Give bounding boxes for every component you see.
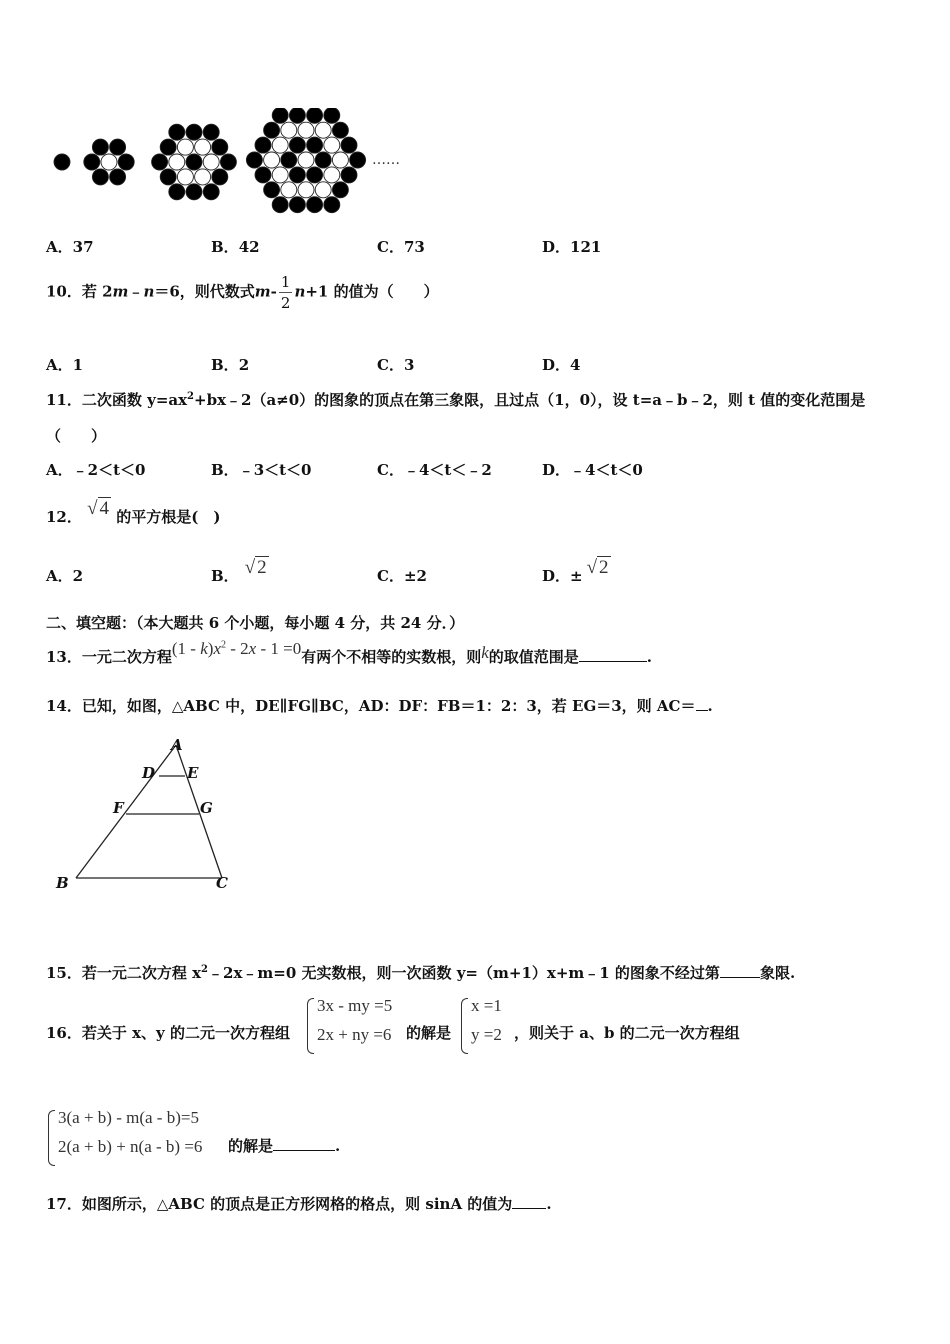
question-16-mid: 的解是	[406, 1024, 452, 1042]
black-dot	[186, 184, 202, 200]
q9-option-c: C．73	[377, 238, 425, 256]
label-a: A	[171, 736, 183, 754]
label-c: C	[216, 874, 228, 892]
black-dot	[54, 154, 70, 170]
q10-option-d: D．4	[542, 356, 581, 374]
q11-option-b: B．﹣3＜t＜0	[211, 461, 312, 479]
q12-option-a: A．2	[46, 567, 84, 585]
q11-option-c: C．﹣4＜t＜﹣2	[377, 461, 492, 479]
white-dot	[315, 122, 331, 138]
side-ac	[176, 745, 222, 878]
q9-option-a: A．37	[46, 238, 94, 256]
black-dot	[246, 152, 262, 168]
sqrt-four: √ 4	[87, 498, 110, 519]
fraction-one-half: $\frac{1}{2}$	[280, 273, 291, 312]
white-dot	[195, 139, 211, 155]
question-16-start: 16．若关于 x、y 的二元一次方程组	[46, 1024, 290, 1042]
dot-pattern-continuation: ……	[372, 152, 400, 168]
black-dot	[307, 197, 323, 213]
label-d: D	[142, 764, 156, 782]
question-16-end: ，则关于 a、b 的二元一次方程组	[514, 1024, 740, 1042]
triangle-figure	[50, 735, 250, 895]
equation-system-2: 3(a + b) - m(a - b)=5 2(a + b) + n(a - b) =6	[48, 1108, 228, 1168]
q9-option-b: B．42	[211, 238, 260, 256]
white-dot	[272, 137, 288, 153]
q9-option-d: D．121	[542, 238, 602, 256]
black-dot	[203, 124, 219, 140]
black-dot	[264, 122, 280, 138]
label-g: G	[200, 799, 213, 817]
dot-pattern-2	[84, 139, 134, 185]
black-dot	[84, 154, 100, 170]
black-dot	[186, 154, 202, 170]
q10-option-b: B．2	[211, 356, 250, 374]
black-dot	[289, 137, 305, 153]
white-dot	[264, 152, 280, 168]
black-dot	[341, 167, 357, 183]
white-dot	[298, 122, 314, 138]
answer-blank	[273, 1136, 335, 1151]
black-dot	[169, 124, 185, 140]
black-dot	[307, 167, 323, 183]
black-dot	[281, 152, 297, 168]
black-dot	[169, 184, 185, 200]
q12-option-d: D．± √ 2	[542, 557, 609, 585]
black-dot	[186, 124, 202, 140]
white-dot	[169, 154, 185, 170]
question-13: 13．一元二次方程$(1 - k)x^2 - 2x - 1 =0$有两个不相等的实数根，则k的取值范围是 .	[46, 639, 653, 666]
white-dot	[324, 137, 340, 153]
white-dot	[332, 152, 348, 168]
white-dot	[272, 167, 288, 183]
black-dot	[212, 139, 228, 155]
white-dot	[298, 152, 314, 168]
question-16-answer: 的解是 .	[228, 1137, 341, 1155]
black-dot	[110, 139, 126, 155]
white-dot	[203, 154, 219, 170]
black-dot	[332, 182, 348, 198]
solution-system: x =1 y =2	[461, 996, 517, 1056]
black-dot	[289, 197, 305, 213]
dot-pattern-figure	[40, 108, 460, 218]
black-dot	[220, 154, 236, 170]
question-17: 17．如图所示，△ABC 的顶点是正方形网格的格点，则 sinA 的值为 .	[46, 1195, 552, 1213]
q12-option-c: C．±2	[377, 567, 427, 585]
q11-option-a: A．﹣2＜t＜0	[46, 461, 146, 479]
black-dot	[307, 137, 323, 153]
label-b: B	[56, 874, 69, 892]
black-dot	[324, 197, 340, 213]
question-14: 14．已知，如图，△ABC 中，DE∥FG∥BC，AD：DF：FB＝1：2：3，若 EG＝3，则 AC＝ .	[46, 697, 713, 715]
black-dot	[272, 108, 288, 123]
black-dot	[160, 139, 176, 155]
black-dot	[289, 167, 305, 183]
quadratic-equation: $(1 - k)x^2 - 2x - 1 =0$	[171, 639, 302, 658]
dot-pattern-1	[54, 154, 70, 170]
black-dot	[315, 152, 331, 168]
q10-option-c: C．3	[377, 356, 415, 374]
q11-option-d: D．﹣4＜t＜0	[542, 461, 643, 479]
question-12: 12． √ 4 的平方根是( )	[46, 498, 221, 526]
black-dot	[255, 167, 271, 183]
question-11: 11．二次函数 $y=ax^2+bx﹣2(a\ne 0)$的图象的顶点在第三象限，且过点（1，0），设 t=a﹣b﹣2，则 t 值的变化范围是	[46, 391, 866, 409]
white-dot	[324, 167, 340, 183]
dot-pattern-3	[152, 124, 237, 200]
white-dot	[177, 169, 193, 185]
black-dot	[92, 169, 108, 185]
black-dot	[118, 154, 134, 170]
white-dot	[298, 182, 314, 198]
label-f: F	[113, 799, 124, 817]
white-dot	[177, 139, 193, 155]
side-ab	[76, 745, 176, 878]
q10-option-a: A．1	[46, 356, 84, 374]
white-dot	[195, 169, 211, 185]
black-dot	[350, 152, 366, 168]
white-dot	[315, 182, 331, 198]
black-dot	[341, 137, 357, 153]
white-dot	[281, 122, 297, 138]
white-dot	[101, 154, 117, 170]
q12-option-b: B． √ 2	[211, 557, 267, 585]
white-dot	[281, 182, 297, 198]
black-dot	[289, 108, 305, 123]
black-dot	[332, 122, 348, 138]
section-2-title: 二、填空题：（本大题共 6 个小题，每小题 4 分，共 24 分．）	[46, 614, 465, 632]
question-10: 10．若 2m﹣n＝6，则代数式m- $\frac{1}{2}$ n+1 的值为（ ）	[46, 273, 439, 312]
equation-system-1: 3x - my =5 2x + ny =6	[307, 996, 405, 1056]
answer-blank	[512, 1194, 546, 1209]
question-11-paren: （ ）	[46, 427, 107, 445]
black-dot	[255, 137, 271, 153]
answer-blank	[696, 696, 708, 711]
black-dot	[160, 169, 176, 185]
black-dot	[212, 169, 228, 185]
dot-pattern-4	[246, 108, 365, 213]
question-15: 15．若一元二次方程 $x^2﹣2x﹣m=0$ 无实数根，则一次函数 y=（m+1）x+m﹣1 的图象不经过第 象限.	[46, 964, 796, 982]
black-dot	[110, 169, 126, 185]
label-e: E	[187, 764, 199, 782]
black-dot	[272, 197, 288, 213]
answer-blank	[579, 647, 647, 662]
answer-blank	[720, 963, 760, 978]
black-dot	[324, 108, 340, 123]
black-dot	[92, 139, 108, 155]
black-dot	[307, 108, 323, 123]
black-dot	[152, 154, 168, 170]
black-dot	[264, 182, 280, 198]
black-dot	[203, 184, 219, 200]
